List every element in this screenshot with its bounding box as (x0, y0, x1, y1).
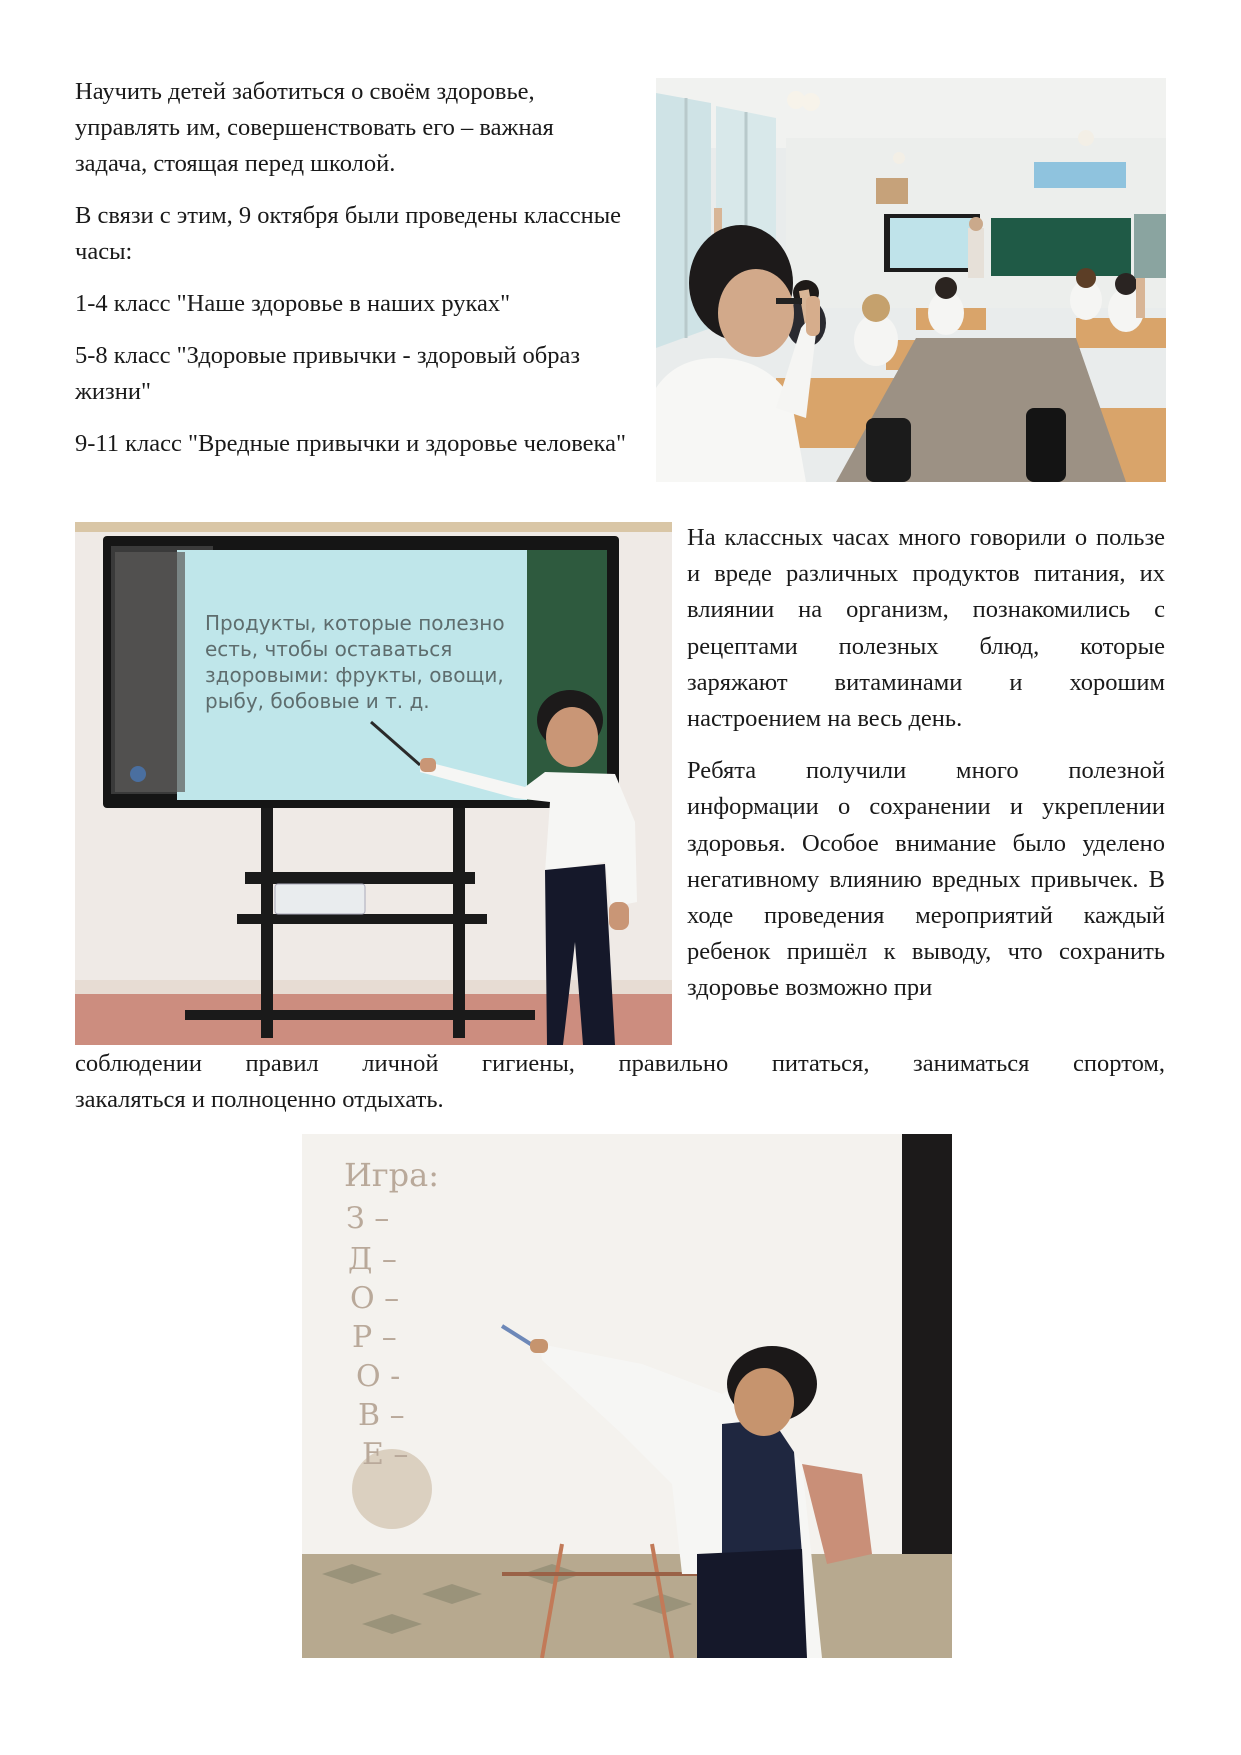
body-paragraph: Ребята получили много полезной информации о сохранении и укреплении здоровья. Особое внимание было уделено негативному влиянию вредных привычек. В ходе проведения мероприятий каждый ребенок пришёл к выводу, что сохранить здоровье возможно при (687, 757, 1165, 1002)
slide-text-line: здоровыми: фрукты, овощи, (205, 663, 504, 687)
game-letter: Е – (362, 1437, 409, 1472)
slide-text-line: Продукты, которые полезно (205, 611, 505, 635)
right-column-text (687, 520, 1165, 1023)
game-projection-photo (302, 1134, 952, 1658)
intro-paragraph: Научить детей заботиться о своём здоровье, управлять им, совершенствовать его – важная задача, стоящая перед школой. (75, 78, 554, 177)
body-text-line: соблюдении правил личной гигиены, правильно питаться, заниматься спортом, (75, 1050, 1165, 1077)
intro-paragraph: В связи с этим, 9 октября были проведены классные часы: (75, 202, 622, 265)
body-text-line: закаляться и полноценно отдыхать. (75, 1086, 444, 1114)
boy-at-screen-photo (75, 522, 672, 1045)
classroom-photo (656, 78, 1166, 482)
class-hour-item: 1-4 класс "Наше здоровье в наших руках" (75, 290, 511, 317)
game-letter: Р – (352, 1320, 397, 1355)
body-paragraph: На классных часах много говорили о пользе и вреде различных продуктов питания, их влиянии на организм, познакомились с рецептами полезных блюд, которые заряжают витаминами и хорошим настроением на весь день. (687, 524, 1165, 733)
game-title: Игра: (344, 1156, 440, 1194)
full-width-text (75, 1046, 1165, 1118)
game-letter: З – (346, 1201, 390, 1236)
game-letter: В – (358, 1398, 405, 1433)
class-hour-item: 9-11 класс "Вредные привычки и здоровье человека" (75, 430, 626, 457)
slide-text-line: есть, чтобы оставаться (205, 637, 453, 661)
game-letter: О – (350, 1281, 400, 1316)
game-letter: О - (356, 1359, 401, 1394)
slide-text-line: рыбу, бобовые и т. д. (205, 689, 430, 713)
class-hour-item: 5-8 класс "Здоровые привычки - здоровый образ жизни" (75, 342, 581, 405)
intro-text-block (75, 74, 630, 478)
game-letter: Д – (348, 1242, 397, 1277)
